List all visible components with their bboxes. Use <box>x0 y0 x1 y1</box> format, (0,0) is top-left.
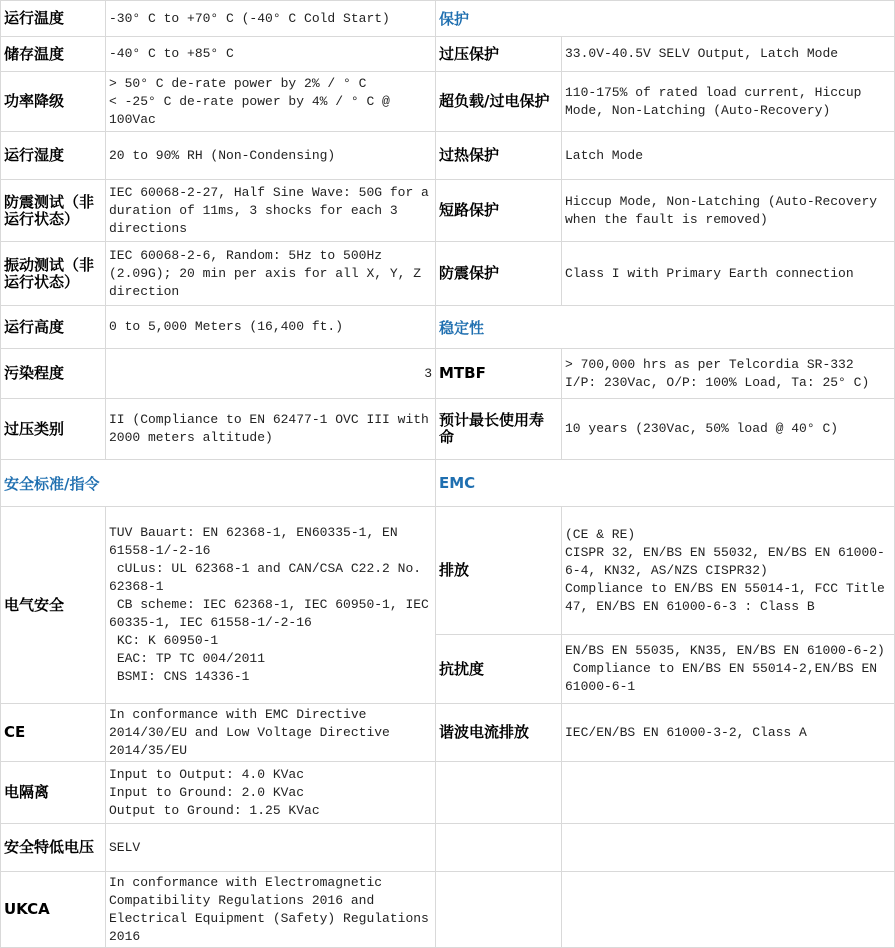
table-row <box>1 1 895 37</box>
shock-protection-label: 防震保护 <box>436 242 562 306</box>
emission-line: Compliance to EN/BS EN 55014-1, FCC Title 47, EN/BS EN 61000-6-3 : Class B <box>565 580 893 614</box>
empty-cell <box>562 824 895 872</box>
empty-cell <box>436 872 562 948</box>
immunity-label: 抗扰度 <box>436 635 562 704</box>
table-row <box>1 349 895 399</box>
isolation-label: 电隔离 <box>1 762 106 824</box>
isolation-line: Input to Ground: 2.0 KVac <box>109 784 305 800</box>
isolation-line: Input to Output: 4.0 KVac <box>109 766 305 782</box>
empty-cell <box>436 762 562 824</box>
table-row <box>1 872 895 948</box>
table-row <box>1 72 895 132</box>
storage-temp-label: 储存温度 <box>1 37 106 72</box>
ukca-label: UKCA <box>1 872 106 948</box>
pollution-label: 污染程度 <box>1 349 106 399</box>
table-row <box>1 762 895 824</box>
empty-cell <box>562 872 895 948</box>
short-circuit-value: Hiccup Mode, Non-Latching (Auto-Recovery when the fault is removed) <box>562 180 895 242</box>
electrical-safety-line: KC: K 60950-1 <box>109 633 219 648</box>
table-row <box>1 306 895 349</box>
overtemp-value: Latch Mode <box>562 132 895 180</box>
electrical-safety-label: 电气安全 <box>1 507 106 704</box>
selv-label: 安全特低电压 <box>1 824 106 872</box>
vibration-value: IEC 60068-2-6, Random: 5Hz to 500Hz (2.09G); 20 min per axis for all X, Y, Z direction <box>106 242 436 306</box>
immunity-line: Compliance to EN/BS EN 55014-2,EN/BS EN 61000-6-1 <box>565 661 885 694</box>
pollution-value: 3 <box>106 349 436 399</box>
ov-category-value: II (Compliance to EN 62477-1 OVC III with 2000 meters altitude) <box>106 399 436 460</box>
storage-temp-value: -40° C to +85° C <box>106 37 436 72</box>
electrical-safety-line: CB scheme: IEC 62368-1, IEC 60950-1, IEC 60335-1, IEC 61558-1/-2-16 <box>109 597 437 630</box>
mtbf-line: > 700,000 hrs as per Telcordia SR-332 <box>565 356 854 372</box>
short-circuit-label: 短路保护 <box>436 180 562 242</box>
selv-value: SELV <box>106 824 436 872</box>
overload-label: 超负载/过电保护 <box>436 72 562 132</box>
overvoltage-value: 33.0V-40.5V SELV Output, Latch Mode <box>562 37 895 72</box>
vibration-label: 振动测试（非运行状态） <box>1 242 106 306</box>
empty-cell <box>436 824 562 872</box>
table-row <box>1 242 895 306</box>
isolation-value <box>106 762 436 824</box>
emission-line: (CE & RE) <box>565 526 636 542</box>
altitude-label: 运行高度 <box>1 306 106 349</box>
empty-cell <box>562 762 895 824</box>
immunity-line: EN/BS EN 55035, KN35, EN/BS EN 61000-6-2) <box>565 643 885 658</box>
emission-label: 排放 <box>436 507 562 635</box>
lifetime-value: 10 years (230Vac, 50% load @ 40° C) <box>562 399 895 460</box>
electrical-safety-line: TUV Bauart: EN 62368-1, EN60335-1, EN 61558-1/-2-16 <box>109 525 406 558</box>
harmonic-value: IEC/EN/BS EN 61000-3-2, Class A <box>562 704 895 762</box>
table-row <box>1 824 895 872</box>
derating-label: 功率降级 <box>1 72 106 132</box>
table-row <box>1 132 895 180</box>
humidity-value: 20 to 90% RH (Non-Condensing) <box>106 132 436 180</box>
emc-section-header: EMC <box>436 460 895 507</box>
op-temp-label: 运行温度 <box>1 1 106 37</box>
ce-value: In conformance with EMC Directive 2014/30/EU and Low Voltage Directive 2014/35/EU <box>106 704 436 762</box>
safety-section-header: 安全标准/指令 <box>1 460 436 507</box>
table-row <box>1 180 895 242</box>
shock-protection-value: Class I with Primary Earth connection <box>562 242 895 306</box>
overtemp-label: 过热保护 <box>436 132 562 180</box>
lifetime-label: 预计最长使用寿命 <box>436 399 562 460</box>
electrical-safety-line: cULus: UL 62368-1 and CAN/CSA C22.2 No. 62368-1 <box>109 561 429 594</box>
stability-section-header: 稳定性 <box>436 306 895 349</box>
table-row <box>1 704 895 762</box>
derating-line: 100Vac <box>109 111 156 127</box>
emission-value <box>562 507 895 635</box>
electrical-safety-line: BSMI: CNS 14336-1 <box>109 669 250 684</box>
op-temp-value: -30° C to +70° C (-40° C Cold Start) <box>106 1 436 37</box>
table-row <box>1 37 895 72</box>
mtbf-label: MTBF <box>436 349 562 399</box>
overload-value: 110-175% of rated load current, Hiccup Mode, Non-Latching (Auto-Recovery) <box>562 72 895 132</box>
shock-value: IEC 60068-2-27, Half Sine Wave: 50G for a duration of 11ms, 3 shocks for each 3 directions <box>106 180 436 242</box>
altitude-value: 0 to 5,000 Meters (16,400 ft.) <box>106 306 436 349</box>
harmonic-label: 谐波电流排放 <box>436 704 562 762</box>
derating-line: < -25° C de-rate power by 4% / ° C @ <box>109 93 390 109</box>
emission-line: CISPR 32, EN/BS EN 55032, EN/BS EN 61000-6-4, KN32, AS/NZS CISPR32) <box>565 544 885 578</box>
mtbf-value <box>562 349 895 399</box>
ce-label: CE <box>1 704 106 762</box>
protection-section-header: 保护 <box>436 1 895 37</box>
humidity-label: 运行湿度 <box>1 132 106 180</box>
table-row <box>1 460 895 507</box>
table-row <box>1 507 895 635</box>
ukca-value: In conformance with Electromagnetic Compatibility Regulations 2016 and Electrical Equipment (Safety) Regulations 2016 <box>106 872 436 948</box>
table-row <box>1 399 895 460</box>
derating-value <box>106 72 436 132</box>
derating-line: > 50° C de-rate power by 2% / ° C <box>109 75 367 91</box>
overvoltage-label: 过压保护 <box>436 37 562 72</box>
isolation-line: Output to Ground: 1.25 KVac <box>109 802 320 818</box>
immunity-value <box>562 635 895 704</box>
electrical-safety-line: EAC: TP TC 004/2011 <box>109 651 266 666</box>
mtbf-line: I/P: 230Vac, O/P: 100% Load, Ta: 25° C) <box>565 374 870 390</box>
electrical-safety-value <box>106 507 436 704</box>
shock-label: 防震测试（非运行状态） <box>1 180 106 242</box>
ov-category-label: 过压类别 <box>1 399 106 460</box>
